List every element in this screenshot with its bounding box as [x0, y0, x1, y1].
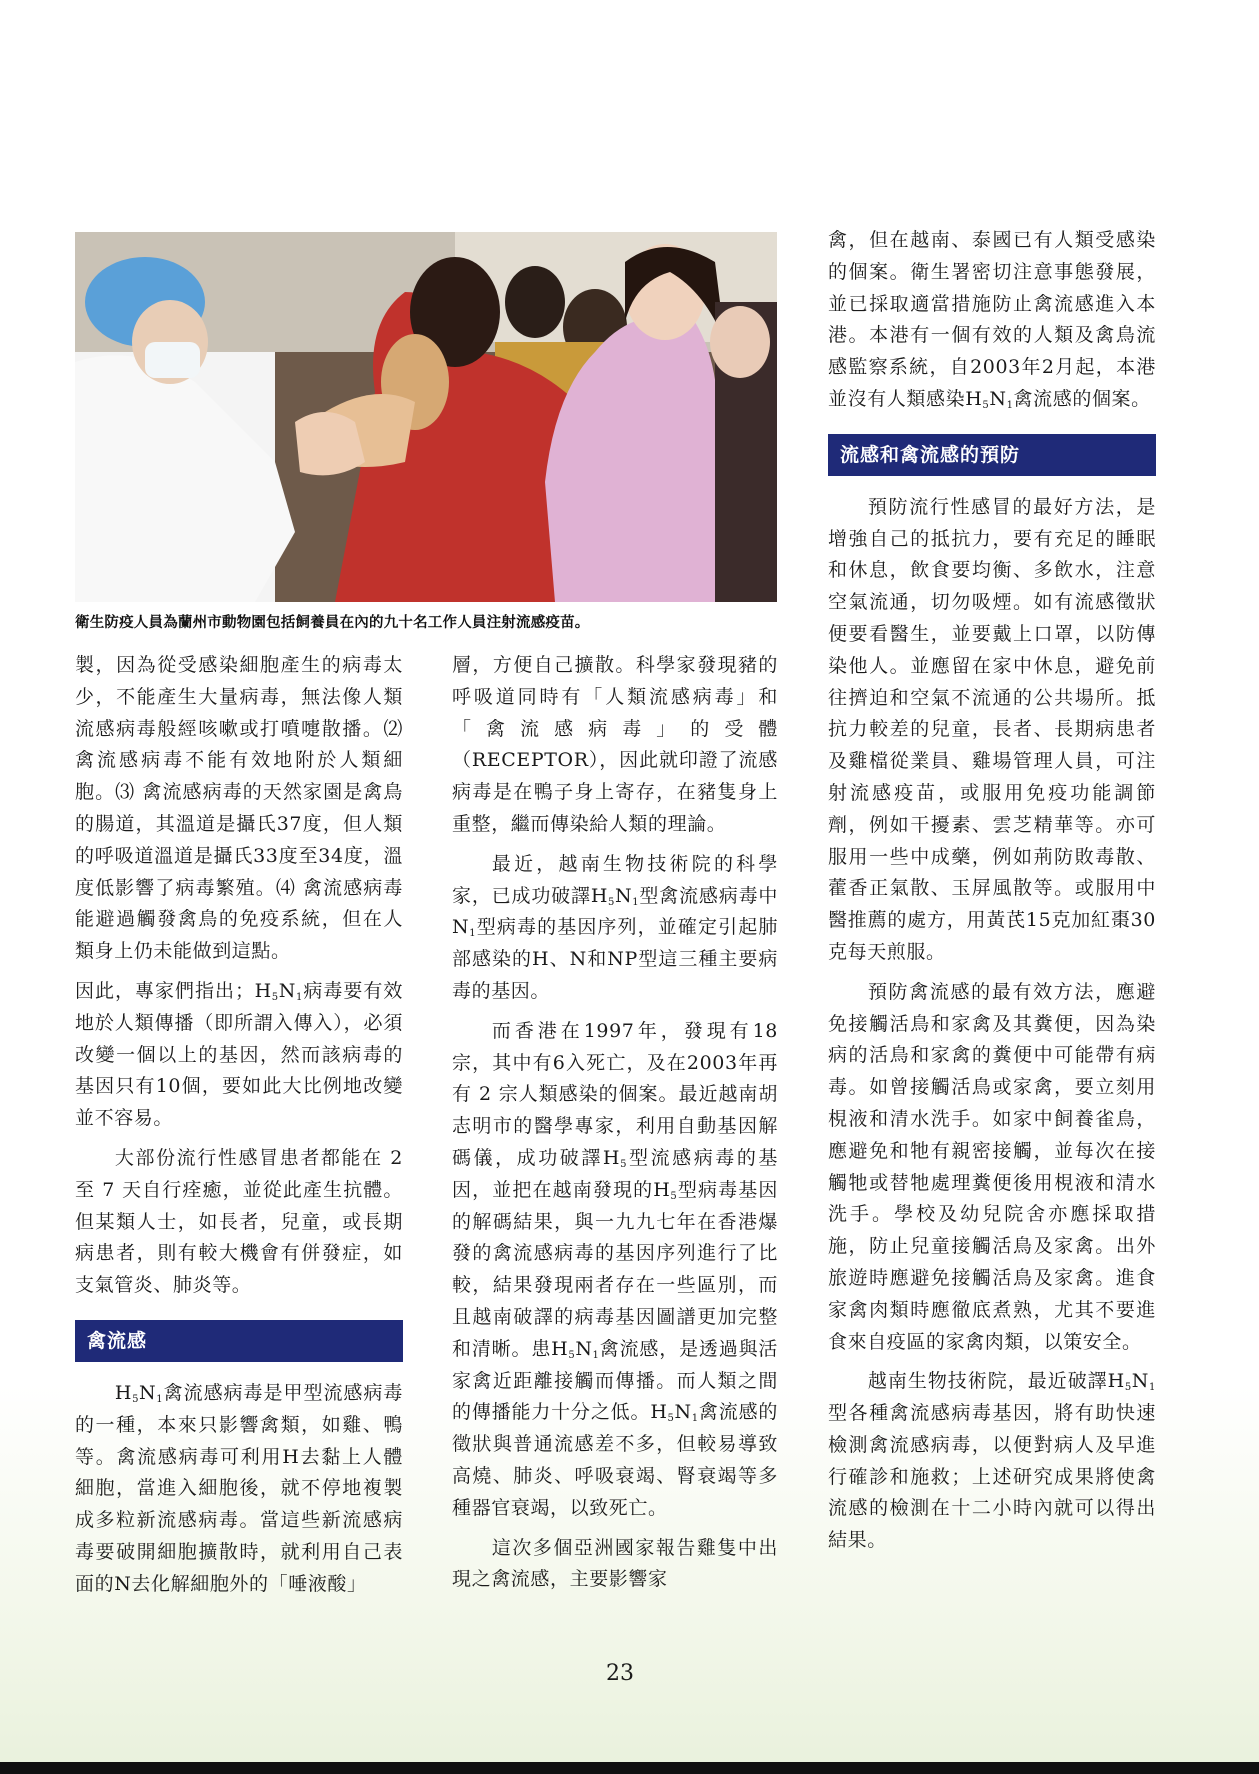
col1-paragraph-4: $H_5N_1$禽流感病毒是甲型流感病毒的一種，本來只影響禽類，如雞、鴨等。禽流感病毒可利用H去黏上人體細胞，當進入細胞後，就不停地複製成多粒新流感病毒。當這些新流感病毒要破開細胞擴散時，就利用自己表面的N去化解細胞外的「唾液酸」	[75, 1381, 403, 1595]
vaccination-photo	[75, 232, 777, 602]
column-2	[452, 650, 778, 1604]
col3-paragraph-2: 預防流行性感冒的最好方法，是增強自己的抵抗力，要有充足的睡眠和休息，飲食要均衡、多飲水，注意空氣流通，切勿吸煙。如有流感徵狀便要看醫生，並要戴上口罩，以防傳染他人。並應留在家中休息，避免前往擠迫和空氣不流通的公共場所。抵抗力較差的兒童，長者、長期病患者及雞檔從業員、雞場管理人員，可注射流感疫苗，或服用免疫功能調節劑，例如干擾素、雲芝精華等。亦可服用一些中成藥，例如荊防敗毒散、藿香正氣散、玉屏風散等。或服用中醫推薦的處方，用黃芪15克加紅棗30克每天煎服。	[828, 495, 1156, 963]
page-number: 23	[606, 1661, 634, 1686]
col2-paragraph-3: 而香港在1997年，發現有18宗，其中有6入死亡，及在2003年再有 2 宗人類感染的個案。最近越南胡志明市的醫學專家，利用自動基因解碼儀，成功破譯$H_5$型流感病毒的基因，並把在越南發現的$H_5$型病毒基因的解碼結果，與一九九七年在香港爆發的禽流感病毒的基因序列進行了比較，結果發現兩者存在一些區別，而且越南破譯的病毒基因圖譜更加完整和清晰。患$H_5N_1$禽流感，是透過與活家禽近距離接觸而傳播。而人類之間的傳播能力十分之低。$H_5N_1$禽流感的徵狀與普通流感差不多，但較易導致高燒、肺炎、呼吸衰竭、腎衰竭等多種器官衰竭，以致死亡。	[452, 1019, 779, 1519]
column-3	[828, 225, 1156, 1565]
col3-paragraph-3: 預防禽流感的最有效方法，應避免接觸活鳥和家禽及其糞便，因為染病的活鳥和家禽的糞便中可能帶有病毒。如曾接觸活鳥或家禽，要立刻用梘液和清水洗手。如家中飼養雀鳥，應避免和牠有親密接觸，並每次在接觸牠或替牠處理糞便後用梘液和清水洗手。學校及幼兒院舍亦應採取措施，防止兒童接觸活鳥及家禽。出外旅遊時應避免接觸活鳥及家禽。進食家禽肉類時應徹底煮熟，尤其不要進食來自疫區的家禽肉類，以策安全。	[828, 980, 1156, 1353]
section-heading-prevention: 流感和禽流感的預防	[828, 434, 1156, 476]
scan-bottom-edge	[0, 1762, 1259, 1774]
col1-paragraph-2: 因此，專家們指出；$H_5N_1$病毒要有效地於人類傳播（即所謂入傳入），必須改變一個以上的基因，然而該病毒的基因只有10個，要如此大比例地改變並不容易。	[75, 979, 403, 1130]
col2-paragraph-4: 這次多個亞洲國家報告雞隻中出現之禽流感，主要影響家	[452, 1536, 778, 1591]
section-heading-avian-flu: 禽流感	[75, 1320, 403, 1362]
col1-paragraph-1: 製，因為從受感染細胞產生的病毒太少，不能產生大量病毒，無法像人類流感病毒般經咳嗽或打噴嚏散播。⑵ 禽流感病毒不能有效地附於人類細胞。⑶ 禽流感病毒的天然家園是禽鳥的腸道，其溫道是攝氏37度，但人類的呼吸道溫道是攝氏33度至34度，溫度低影響了病毒繁殖。⑷ 禽流感病毒能避過觸發禽鳥的免疫系統，但在人類身上仍未能做到這點。	[75, 654, 403, 963]
col3-paragraph-1: 禽，但在越南、泰國已有人類受感染的個案。衛生署密切注意事態發展，並已採取適當措施防止禽流感進入本港。本港有一個有效的人類及禽鳥流感監察系統，自2003年2月起，本港並沒有人類感染$H_5N_1$禽流感的個案。	[828, 229, 1156, 411]
col1-paragraph-3: 大部份流行性感冒患者都能在 2 至 7 天自行痊癒，並從此產生抗體。但某類人士，如長者，兒童，或長期病患者，則有較大機會有併發症，如支氣管炎、肺炎等。	[75, 1146, 403, 1297]
col2-paragraph-2: 最近，越南生物技術院的科學家，已成功破譯$H_5N_1$型禽流感病毒中$N_1$型病毒的基因序列，並確定引起肺部感染的H、N和NP型這三種主要病毒的基因。	[452, 852, 778, 1002]
photo-caption: 衛生防疫人員為蘭州市動物園包括飼養員在內的九十名工作人員注射流感疫苗。	[75, 615, 590, 631]
vaccination-photo-illustration	[75, 232, 777, 602]
column-1	[75, 650, 403, 1609]
col2-paragraph-1: 層，方便自己擴散。科學家發現豬的呼吸道同時有「人類流感病毒」和「禽流感病毒」的受體（RECEPTOR），因此就印證了流感病毒是在鴨子身上寄存，在豬隻身上重整，繼而傳染給人類的理論。	[452, 654, 778, 835]
col3-paragraph-4: 越南生物技術院，最近破譯$H_5N_1$型各種禽流感病毒基因，將有助快速檢測禽流感病毒，以便對病人及早進行確診和施救；上述研究成果將使禽流感的檢測在十二小時內就可以得出結果。	[828, 1370, 1156, 1552]
